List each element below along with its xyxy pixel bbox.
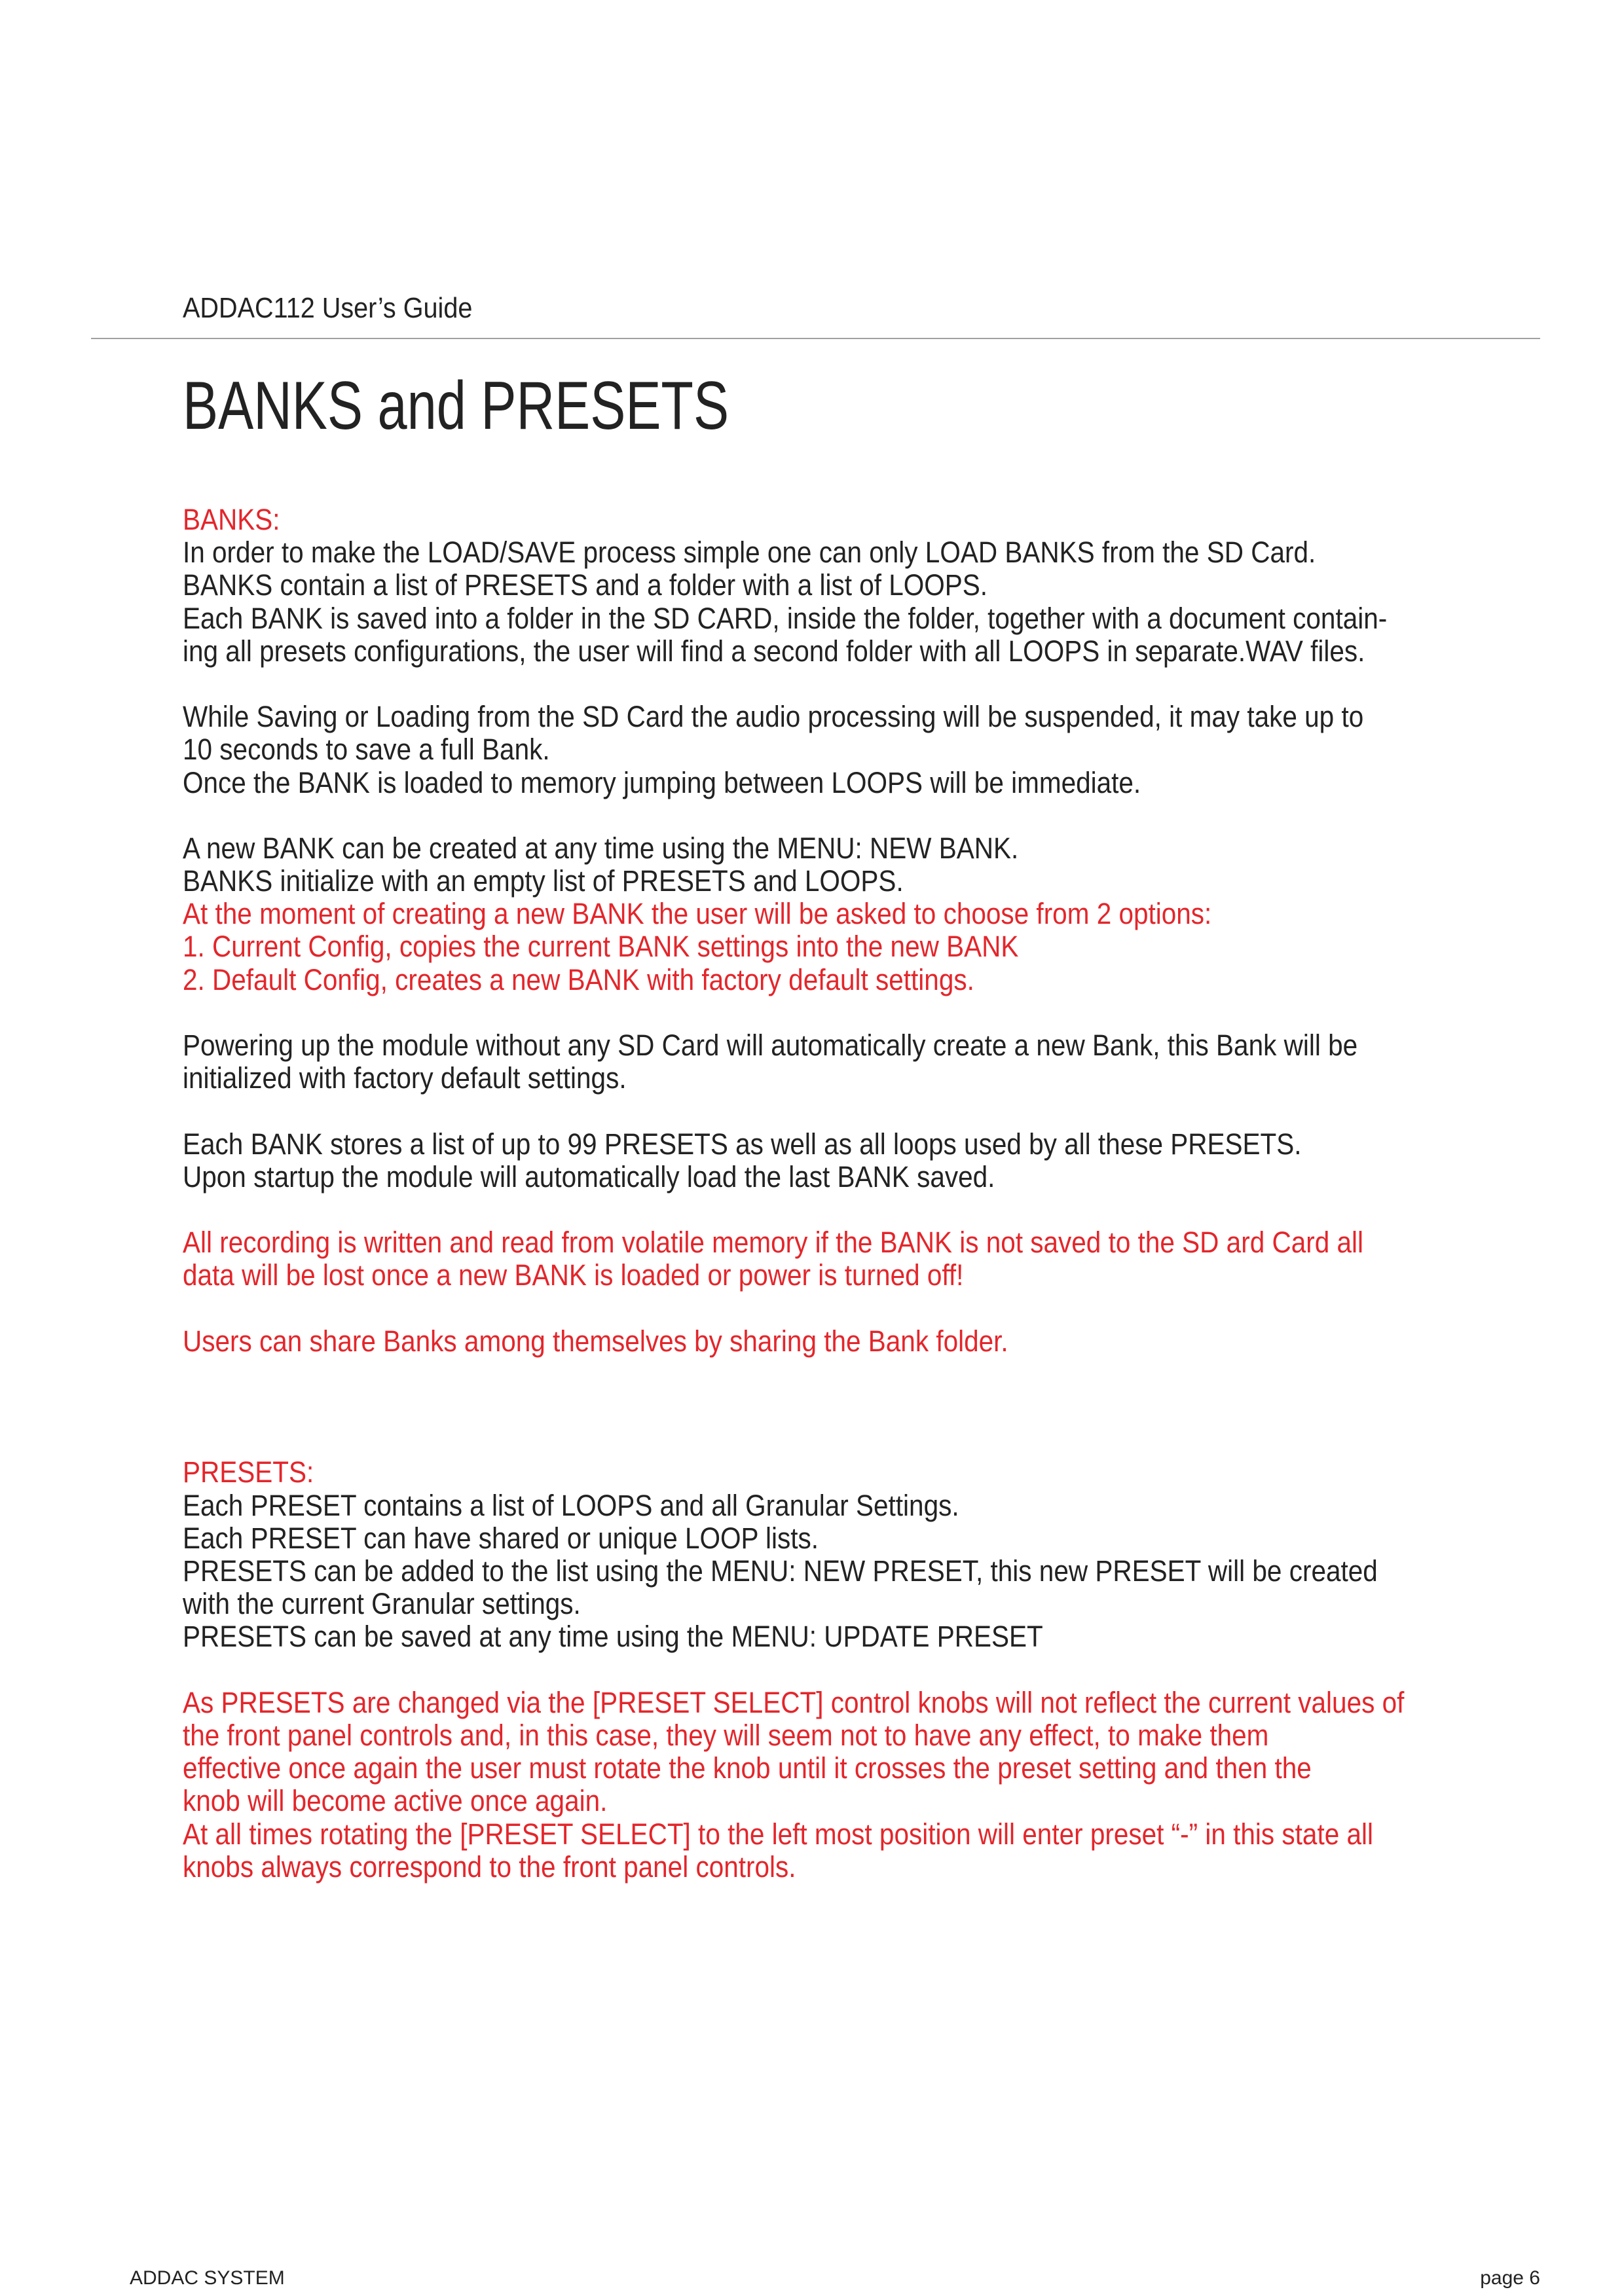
highlight-line: As PRESETS are changed via the [PRESET SELECT] control knobs will not reflect the current values of (183, 1685, 1405, 1719)
text-line: Upon startup the module will automatically load the last BANK saved. (183, 1159, 995, 1194)
highlight-line: At all times rotating the [PRESET SELECT] to the left most position will enter preset “-” in this state all (183, 1817, 1373, 1851)
document-body (183, 503, 1479, 1884)
section-heading-banks: BANKS: (183, 503, 280, 536)
text-line: In order to make the LOAD/SAVE process simple one can only LOAD BANKS from the SD Card. (183, 536, 1316, 570)
document-header-title: ADDAC112 User’s Guide (183, 292, 473, 324)
paragraph-banks-saving (183, 701, 1479, 799)
text-line: BANKS contain a list of PRESETS and a folder with a list of LOOPS. (183, 568, 988, 602)
header-rule (91, 338, 1540, 339)
text-line: ing all presets configurations, the user will find a second folder with all LOOPS in separate.WAV files. (183, 634, 1365, 668)
highlight-line: effective once again the user must rotate the knob until it crosses the preset setting and then the (183, 1751, 1312, 1785)
highlight-line: knobs always correspond to the front panel controls. (183, 1850, 796, 1884)
highlight-line: At the moment of creating a new BANK the user will be asked to choose from 2 options: (183, 897, 1212, 931)
banks-section (183, 503, 1479, 1358)
text-line: initialized with factory default settings. (183, 1061, 627, 1095)
paragraph-banks-intro (183, 536, 1479, 668)
footer-company: ADDAC SYSTEM (130, 2267, 285, 2289)
text-line: with the current Granular settings. (183, 1587, 581, 1621)
paragraph-sharing (183, 1325, 1479, 1358)
paragraph-presets-intro (183, 1489, 1479, 1654)
paragraph-storage (183, 1128, 1479, 1194)
text-line: PRESETS can be added to the list using the MENU: NEW PRESET, this new PRESET will be created (183, 1554, 1378, 1588)
text-line: Once the BANK is loaded to memory jumping between LOOPS will be immediate. (183, 765, 1141, 799)
page-footer (130, 2267, 1540, 2290)
highlight-line: knob will become active once again. (183, 1784, 608, 1818)
text-line: Each BANK is saved into a folder in the SD CARD, inside the folder, together with a document contain- (183, 601, 1388, 635)
highlight-line: 1. Current Config, copies the current BANK settings into the new BANK (183, 930, 1019, 964)
text-line: Each PRESET can have shared or unique LOOP lists. (183, 1521, 819, 1555)
paragraph-power-up (183, 1029, 1479, 1095)
page-number: page 6 (1480, 2267, 1540, 2289)
text-line: A new BANK can be created at any time using the MENU: NEW BANK. (183, 831, 1019, 865)
paragraph-knob-note (183, 1686, 1479, 1884)
highlight-line: All recording is written and read from volatile memory if the BANK is not saved to the SD ard Card all (183, 1226, 1364, 1260)
text-line: Each BANK stores a list of up to 99 PRESETS as well as all loops used by all these PRESETS. (183, 1127, 1302, 1161)
text-line: PRESETS can be saved at any time using the MENU: UPDATE PRESET (183, 1620, 1043, 1654)
paragraph-new-bank (183, 832, 1479, 996)
highlight-line: the front panel controls and, in this case, they will seem not to have any effect, to make them (183, 1718, 1269, 1752)
highlight-line: data will be lost once a new BANK is loaded or power is turned off! (183, 1258, 964, 1292)
text-line: BANKS initialize with an empty list of PRESETS and LOOPS. (183, 864, 904, 898)
paragraph-warning (183, 1226, 1479, 1292)
text-line: Each PRESET contains a list of LOOPS and all Granular Settings. (183, 1488, 959, 1522)
text-line: Powering up the module without any SD Card will automatically create a new Bank, this Bank will be (183, 1029, 1358, 1062)
highlight-line: Users can share Banks among themselves by sharing the Bank folder. (183, 1324, 1008, 1358)
text-line: While Saving or Loading from the SD Card the audio processing will be suspended, it may take up to (183, 700, 1364, 734)
page-title: BANKS and PRESETS (183, 368, 729, 444)
highlight-line: 2. Default Config, creates a new BANK with factory default settings. (183, 962, 974, 996)
text-line: 10 seconds to save a full Bank. (183, 733, 550, 767)
presets-section (183, 1456, 1479, 1883)
section-heading-presets: PRESETS: (183, 1455, 314, 1489)
